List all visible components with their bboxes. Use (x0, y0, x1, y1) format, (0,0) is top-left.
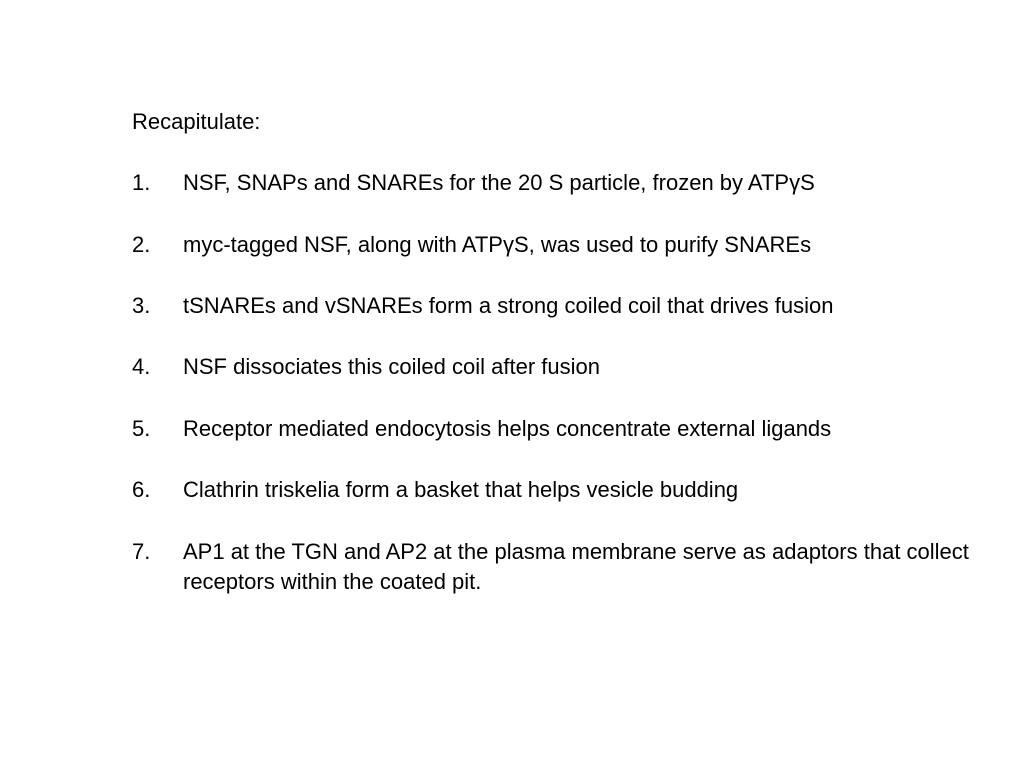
list-item-number: 7. (132, 539, 151, 564)
list-item-number: 1. (132, 170, 151, 195)
list-item-text: AP1 at the TGN and AP2 at the plasma membrane serve as adaptors that collect receptors within the coated pit. (183, 539, 969, 594)
list-item (132, 537, 983, 597)
list-item-text: NSF dissociates this coiled coil after fusion (183, 354, 600, 379)
list-item (132, 168, 983, 198)
list-item-text: tSNAREs and vSNAREs form a strong coiled coil that drives fusion (183, 293, 834, 318)
list-item-number: 3. (132, 293, 151, 318)
list-item-text: Receptor mediated endocytosis helps concentrate external ligands (183, 416, 832, 441)
list-item-text: NSF, SNAPs and SNAREs for the 20 S particle, frozen by ATPγS (183, 170, 815, 195)
list-item-number: 4. (132, 354, 151, 379)
list-item-number: 5. (132, 416, 151, 441)
list-item-text: myc-tagged NSF, along with ATPγS, was used to purify SNAREs (183, 232, 812, 257)
list-item (132, 291, 983, 321)
list-item (132, 475, 983, 505)
list-item (132, 230, 983, 260)
list-item-number: 2. (132, 232, 151, 257)
list-item-number: 6. (132, 477, 151, 502)
list-item (132, 414, 983, 444)
list-item (132, 352, 983, 382)
slide-heading: Recapitulate: (132, 109, 261, 134)
list-item-text: Clathrin triskelia form a basket that helps vesicle budding (183, 477, 739, 502)
